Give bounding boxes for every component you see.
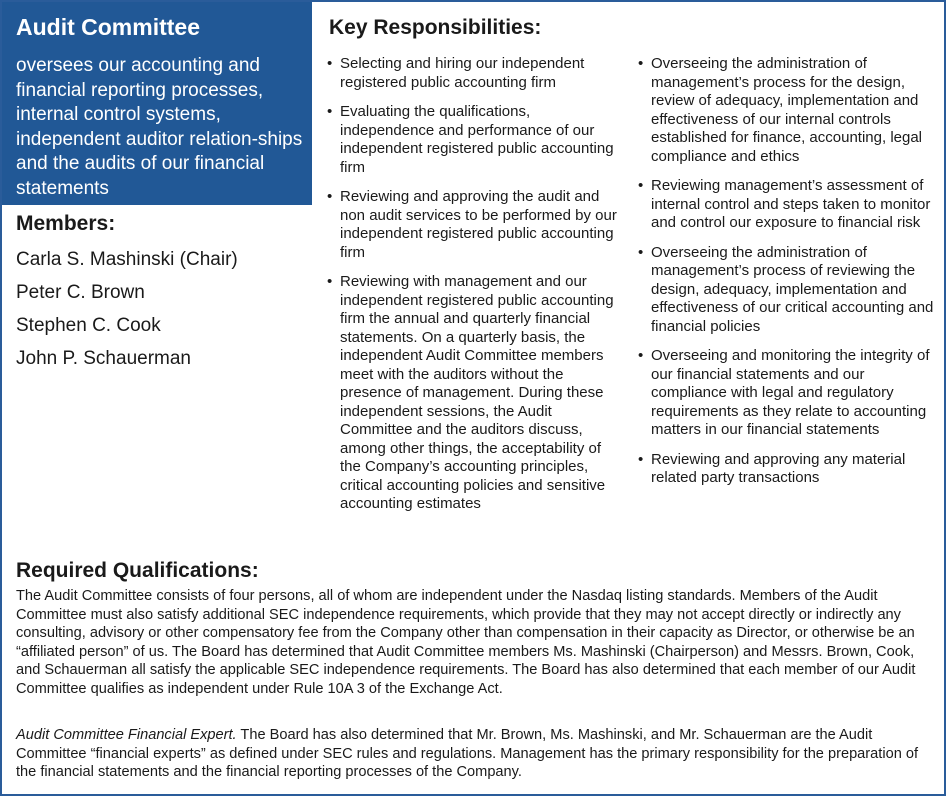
list-item	[635, 347, 935, 440]
qualifications-paragraph: The Audit Committee consists of four persons, all of whom are independent under the Nasdaq listing standards. Members of the Audit Committee must also satisfy additional SEC independence requirements, which provide that they may not accept directly or indirectly any consulting, advisory or other compensatory fee from the Company other than compensation in their capacity as Director, or otherwise be an “affiliated person” of us. The Board has determined that Audit Committee members Ms. Mashinski (Chairperson) and Messrs. Brown, Cook, and Schauerman all satisfy the applicable SEC independence requirements. The Board has also determined that each member of our Audit Committee qualifies as independent under Rule 10A 3 of the Exchange Act.	[16, 588, 916, 697]
list-item-text: Selecting and hiring our independent registered public accounting firm	[340, 55, 585, 91]
list-item	[324, 188, 622, 262]
qualifications-heading: Required Qualifications:	[16, 559, 259, 582]
member-name: Peter C. Brown	[16, 282, 145, 303]
list-item-text: Reviewing management’s assessment of internal control and steps taken to monitor and control our exposure to financial risk	[651, 177, 931, 231]
member-name: John P. Schauerman	[16, 348, 191, 369]
list-item-text: Evaluating the qualifications, independence and performance of our independent registered public accounting firm	[340, 103, 614, 176]
members-heading: Members:	[16, 212, 116, 235]
member-name: Stephen C. Cook	[16, 315, 161, 336]
bullet-icon: •	[638, 177, 644, 194]
responsibilities-heading: Key Responsibilities:	[329, 16, 542, 39]
list-item	[635, 451, 935, 488]
financial-expert-label: Audit Committee Financial Expert.	[16, 727, 237, 743]
list-item	[635, 55, 935, 166]
committee-title: Audit Committee	[16, 14, 200, 40]
list-item-text: Overseeing the administration of management’s process of reviewing the design, adequacy, implementation and effectiveness of our critical accounting and financial policies	[651, 243, 934, 335]
list-item	[635, 177, 935, 233]
members-section	[16, 212, 306, 382]
list-item	[635, 244, 935, 337]
committee-header-box	[2, 2, 312, 205]
list-item-text: Overseeing and monitoring the integrity of our financial statements and our compliance with legal and regulatory requirements as they relate to accounting matters in our financial statements	[651, 347, 930, 438]
responsibilities-list-left	[324, 55, 622, 525]
bullet-icon: •	[327, 273, 333, 290]
list-item-text: Reviewing with management and our independent registered public accounting firm the annual and quarterly financial statements. On a quarterly basis, the independent Audit Committee members meet with the auditors without the presence of management. During these independent sessions, the Audit Committee and the auditors discuss, among other things, the acceptability of the Company’s accounting principles, critical accounting policies and sensitive accounting estimates	[340, 273, 614, 512]
list-item-text: Reviewing and approving the audit and non audit services to be performed by our independent registered public accounting firm	[340, 188, 617, 261]
committee-description: oversees our accounting and financial reporting processes, internal control systems, independent auditor relation-ships and the audits of our financial statements	[16, 55, 303, 199]
financial-expert-paragraph	[16, 726, 936, 782]
member-name: Carla S. Mashinski (Chair)	[16, 249, 238, 270]
list-item	[324, 55, 622, 92]
bullet-icon: •	[638, 450, 644, 468]
responsibilities-list-right	[635, 55, 935, 499]
bullet-icon: •	[638, 347, 644, 364]
bullet-icon: •	[638, 55, 644, 72]
list-item-text: Overseeing the administration of management’s process for the design, review of adequacy, implementation and effectiveness of our internal controls established for finance, accounting, legal compliance and ethics	[651, 55, 923, 165]
list-item-text: Reviewing and approving any material related party transactions	[651, 450, 906, 486]
financial-expert-text: The Board has also determined that Mr. Brown, Ms. Mashinski, and Mr. Schauerman are the Audit Committee “financial experts” as defined under SEC rules and regulations. Management has the primary responsibility for the preparation of the financial statements and the financial reporting processes of the Company.	[16, 727, 919, 780]
bullet-icon: •	[327, 55, 333, 72]
list-item	[324, 103, 622, 177]
bullet-icon: •	[327, 103, 333, 120]
bullet-icon: •	[638, 243, 644, 261]
list-item	[324, 273, 622, 514]
bullet-icon: •	[327, 188, 333, 205]
